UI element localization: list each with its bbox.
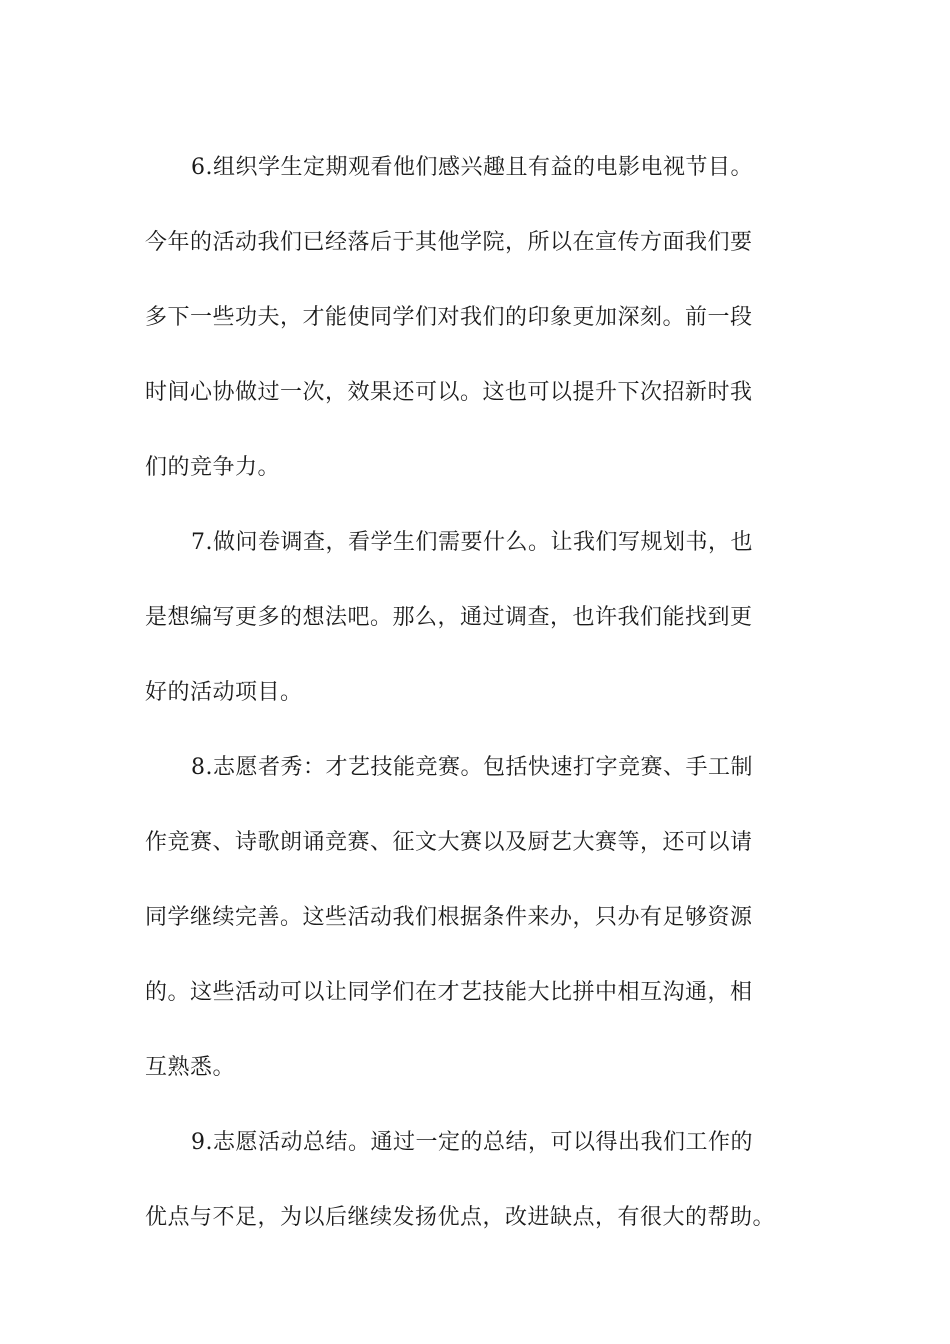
- text-line: 7.做问卷调查，看学生们需要什么。让我们写规划书，也: [191, 530, 753, 555]
- paragraph-9: [145, 1105, 825, 1255]
- text-line: 是想编写更多的想法吧。那么，通过调查，也许我们能找到更: [145, 605, 753, 630]
- text-line: 作竞赛、诗歌朗诵竞赛、征文大赛以及厨艺大赛等，还可以请: [145, 830, 753, 855]
- paragraph-7: [145, 505, 825, 730]
- text-line: 多下一些功夫，才能使同学们对我们的印象更加深刻。前一段: [145, 305, 753, 330]
- text-line: 好的活动项目。: [145, 680, 303, 705]
- text-line: 今年的活动我们已经落后于其他学院，所以在宣传方面我们要: [145, 230, 753, 255]
- paragraph-8: [145, 730, 825, 1105]
- text-line: 们的竞争力。: [145, 455, 281, 480]
- text-line: 6.组织学生定期观看他们感兴趣且有益的电影电视节目。: [191, 155, 753, 180]
- text-line: 同学继续完善。这些活动我们根据条件来办，只办有足够资源: [145, 905, 753, 930]
- text-line: 8.志愿者秀：才艺技能竞赛。包括快速打字竞赛、手工制: [191, 755, 753, 780]
- text-line: 的。这些活动可以让同学们在才艺技能大比拼中相互沟通，相: [145, 980, 753, 1005]
- paragraph-6: [145, 130, 825, 505]
- text-line: 互熟悉。: [145, 1055, 236, 1080]
- text-line: 时间心协做过一次，效果还可以。这也可以提升下次招新时我: [145, 380, 753, 405]
- document-body: [145, 130, 825, 1255]
- text-line: 优点与不足，为以后继续发扬优点，改进缺点，有很大的帮助。: [145, 1205, 776, 1230]
- text-line: 9.志愿活动总结。通过一定的总结，可以得出我们工作的: [191, 1130, 753, 1155]
